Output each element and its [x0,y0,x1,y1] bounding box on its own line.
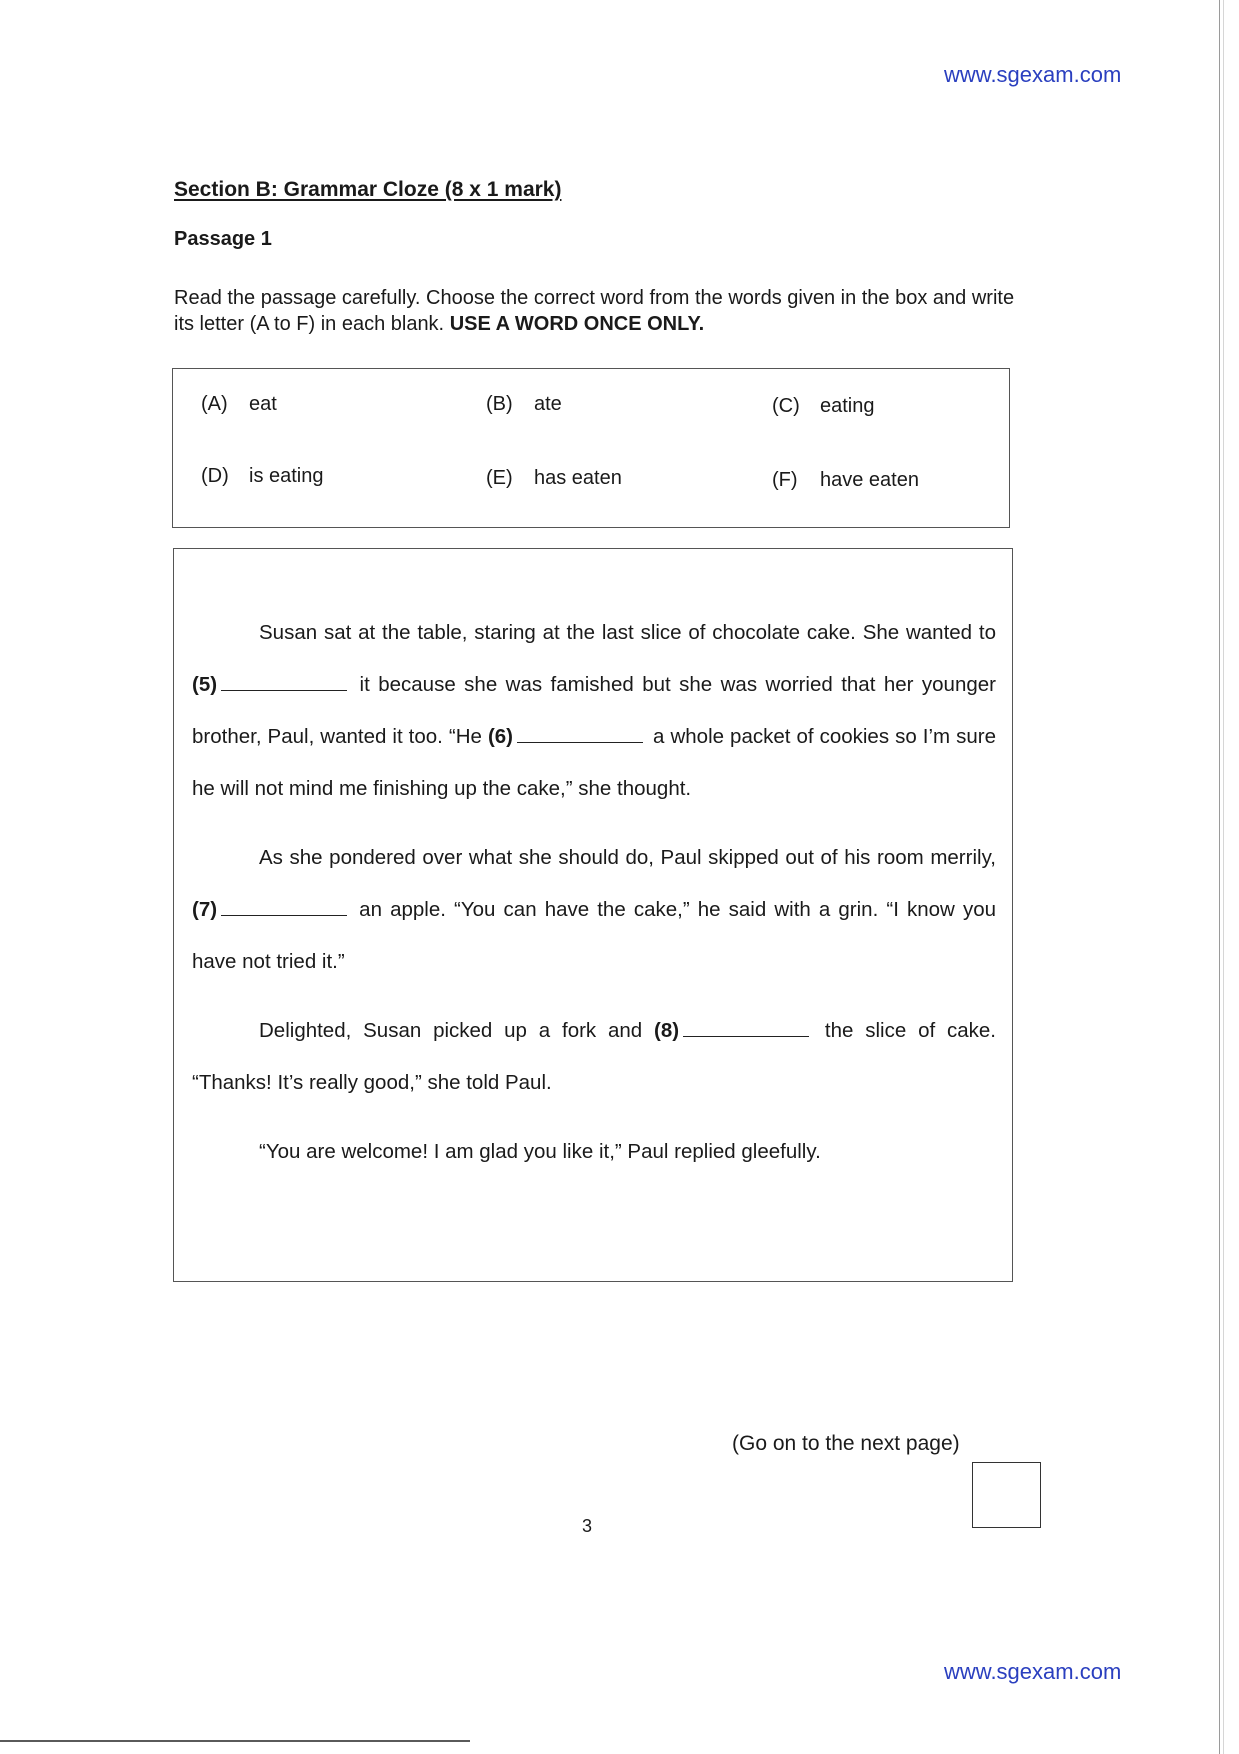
option-label: (A) [201,393,228,415]
passage-text-segment: “You are welcome! I am glad you like it,” Paul replied gleefully. [259,1140,821,1163]
passage-box [173,548,1013,1282]
question-number-5: (5) [192,673,218,696]
answer-blank-7[interactable] [221,915,347,916]
go-on-note: (Go on to the next page) [732,1432,960,1455]
question-number-8: (8) [654,1019,680,1042]
answer-blank-5[interactable] [221,690,347,691]
passage-text-segment: it because she was famished but she was worried that her younger brother, Paul, wanted it too. “He [192,673,996,748]
answer-blank-6[interactable] [517,742,643,743]
website-header: www.sgexam.com [944,62,1122,87]
passage-text [192,607,996,1195]
option-a [201,393,277,416]
answer-blank-8[interactable] [683,1036,809,1037]
passage-paragraph-4 [192,1126,996,1178]
website-footer: www.sgexam.com [944,1659,1122,1684]
option-word: eating [820,395,875,417]
option-word: eat [249,393,277,415]
passage-text-segment: As she pondered over what she should do, Paul skipped out of his room merrily, [259,846,996,869]
page-number: 3 [582,1516,593,1536]
option-label: (C) [772,395,800,417]
passage-text-segment: Susan sat at the table, staring at the last slice of chocolate cake. She wanted to [259,621,996,644]
option-word: has eaten [534,467,622,489]
passage-text-segment: Delighted, Susan picked up a fork and [259,1019,643,1042]
option-c [772,395,875,418]
option-f [772,469,919,492]
passage-text-segment: the slice of cake. “Thanks! It’s really good,” she told Paul. [192,1019,996,1094]
instructions-emphasis: USE A WORD ONCE ONLY. [449,313,705,335]
score-box [972,1462,1041,1528]
option-label: (D) [201,465,229,487]
word-options-box [172,368,1010,528]
option-label: (F) [772,469,798,491]
option-e [486,467,622,490]
section-title: Section B: Grammar Cloze (8 x 1 mark) [174,178,562,201]
passage-title: Passage 1 [174,228,272,250]
passage-paragraph-3 [192,1005,996,1109]
option-word: is eating [249,465,324,487]
instructions-text: Read the passage carefully. Choose the correct word from the words given in the box and write its letter (A to F) in each blank. [174,287,1015,335]
passage-text-segment: an apple. “You can have the cake,” he said with a grin. “I know you have not tried it.” [192,898,997,973]
instructions [174,285,1034,337]
passage-text-segment: a whole packet of cookies so I’m sure he will not mind me finishing up the cake,” she thought. [192,725,996,800]
scan-bottom-line [0,1740,470,1742]
question-number-6: (6) [487,725,514,748]
passage-paragraph-1 [192,607,996,815]
page-edge-shadow [1223,0,1224,1754]
option-label: (B) [486,393,513,415]
page-edge [1219,0,1220,1754]
passage-paragraph-2 [192,832,996,988]
option-d [201,465,324,488]
option-word: have eaten [820,469,919,491]
question-number-7: (7) [192,898,218,921]
option-b [486,393,562,416]
option-word: ate [534,393,562,415]
option-label: (E) [486,467,513,489]
